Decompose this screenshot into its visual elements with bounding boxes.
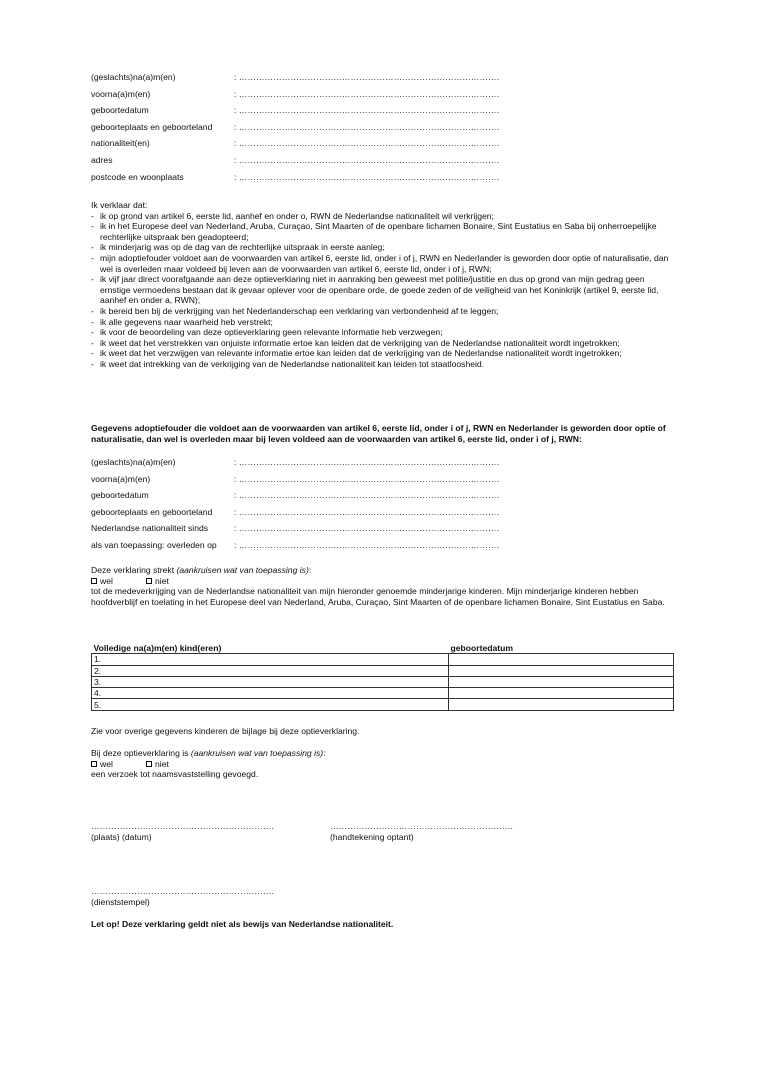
field-input-line[interactable]: : ………………………………………………………………………………. [234,138,499,149]
field-input-line[interactable]: : ………………………………………………………………………………. [234,88,499,99]
declaration-item-text: ik alle gegevens naar waarheid heb verstrekt; [100,316,273,327]
form-field-row[interactable] [91,454,651,471]
extension-option-yes[interactable]: wel [91,576,146,587]
checkbox-icon[interactable] [91,578,97,584]
declaration-item [91,253,671,274]
field-label: (geslachts)na(a)m(en) [91,72,176,82]
declaration-item-text: ik weet dat het verstrekken van onjuiste informatie ertoe kan leiden dat de verkrijging van de Nederlandse nationaliteit wordt ingetrokken; [100,337,620,348]
table-row [92,676,674,687]
field-label: (geslachts)na(a)m(en) [91,457,176,467]
field-input-line[interactable]: : ………………………………………………………………………………. [234,171,499,182]
personal-data-fields [91,69,651,185]
name-request-section [91,748,671,780]
declaration-item-text: mijn adoptiefouder voldoet aan de voorwaarden van artikel 6, eerste lid, onder i of j, RWN en Nederlander is geworden door optie of naturalisatie, dan wel is overleden maar voldeed bij leven aan de voorwaarden van artikel 6, eerste lid, onder i of j, RWN; [100,252,669,274]
field-label: geboorteplaats en geboorteland [91,121,213,132]
field-input-line[interactable]: : ………………………………………………………………………………. [234,539,499,550]
child-birthdate-cell[interactable] [449,665,674,676]
declaration-item [91,274,671,306]
field-label: als van toepassing: overleden op [91,539,217,550]
table-row [92,688,674,699]
extension-section [91,565,671,607]
optant-signature[interactable] [330,821,513,842]
field-input-line[interactable]: : ………………………………………………………………………………. [234,473,499,484]
form-field-row[interactable] [91,520,651,537]
children-table-header-birthdate: geboortedatum [449,643,674,654]
field-input-line[interactable]: : ………………………………………………………………………………. [234,105,499,116]
declaration-item [91,317,671,328]
optant-signature-line: ………………………………………………………. [330,821,513,831]
extension-option-no[interactable]: niet [146,576,201,587]
form-field-row[interactable] [91,471,651,488]
field-label: geboorteplaats en geboorteland [91,506,213,517]
form-field-row[interactable] [91,537,651,554]
bullet-dash: - [91,242,94,253]
extension-intro: Deze verklaring strekt (aankruisen wat van toepassing is): [91,565,312,575]
field-label: nationaliteit(en) [91,138,150,149]
bullet-dash: - [91,274,94,285]
child-birthdate-cell[interactable] [449,688,674,699]
extension-options [91,576,671,587]
declaration-item-text: ik weet dat intrekking van de verkrijging van de Nederlandse nationaliteit kan leiden tot staatloosheid. [100,358,485,369]
field-label: voorna(a)m(en) [91,88,151,99]
field-input-line[interactable]: : ………………………………………………………………………………. [234,121,499,132]
name-request-text: een verzoek tot naamsvaststelling gevoegd. [91,769,259,780]
service-stamp-label: (dienststempel) [91,896,150,907]
field-input-line[interactable]: : ………………………………………………………………………………. [234,523,499,534]
bullet-dash: - [91,305,94,316]
place-date-line: ………………………………………………………. [91,821,274,831]
form-field-row[interactable] [91,169,651,186]
adoptive-parent-fields [91,454,651,554]
field-input-line[interactable]: : ………………………………………………………………………………. [234,72,499,82]
field-label: voorna(a)m(en) [91,473,151,484]
service-stamp[interactable] [91,886,274,907]
form-field-row[interactable] [91,487,651,504]
appendix-note: Zie voor overige gegevens kinderen de bijlage bij deze optieverklaring. [91,726,360,736]
optant-signature-label: (handtekening optant) [330,831,414,842]
form-field-row[interactable] [91,152,651,169]
checkbox-icon[interactable] [146,761,152,767]
place-date-signature[interactable] [91,821,274,842]
declaration-list [91,211,671,370]
field-input-line[interactable]: : ………………………………………………………………………………. [234,457,499,467]
declaration-item [91,359,671,370]
table-row [92,654,674,665]
declaration-item-text: ik op grond van artikel 6, eerste lid, aanhef en onder o, RWN de Nederlandse nationaliteit wil verkrijgen; [100,210,494,221]
field-input-line[interactable]: : ………………………………………………………………………………. [234,506,499,517]
adoptive-parent-section [91,423,671,444]
table-row [92,665,674,676]
declaration-item-text: ik vijf jaar direct voorafgaande aan deze optieverklaring niet in aanraking ben geweest met politie/justitie en dus op grond van mijn gedrag geen ernstige vermoedens bestaan dat ik gevaar oplever voor de openbare orde, de goede zeden of de veiligheid van het Koninkrijk (artikel 9, eerste lid, aanhef en onder a, RWN); [100,274,659,306]
place-date-label: (plaats) (datum) [91,831,152,842]
form-field-row[interactable] [91,504,651,521]
declaration-item-text: ik in het Europese deel van Nederland, Aruba, Curaçao, Sint Maarten of de openbare lichamen Bonaire, Sint Eustatius en Saba bij onherroepelijke rechterlijke uitspraak ben geadopteerd; [100,221,657,242]
bullet-dash: - [91,337,94,348]
child-name-cell[interactable]: 3. [92,676,449,687]
field-label: geboortedatum [91,490,149,501]
field-label: postcode en woonplaats [91,171,184,182]
name-request-option-yes[interactable]: wel [91,759,146,770]
form-field-row[interactable] [91,135,651,152]
declaration-item [91,211,671,222]
declaration-item-text: ik voor de beoordeling van deze optieverklaring geen relevante informatie heb verzwegen; [100,327,443,338]
name-request-options [91,759,671,770]
child-name-cell[interactable]: 5. [92,699,449,710]
declaration-item [91,327,671,338]
checkbox-icon[interactable] [91,761,97,767]
name-request-intro: Bij deze optieverklaring is (aankruisen wat van toepassing is): [91,748,326,758]
children-table [91,643,674,711]
declaration-item [91,348,671,359]
extension-text: tot de medeverkrijging van de Nederlandse nationaliteit van mijn hieronder genoemde minderjarige kinderen. Mijn minderjarige kinderen hebben hoofdverblijf en toelating in het Europese deel van Nederland, Aruba, Curaçao, Sint Maarten of de openbare lichamen Bonaire, Sint Eustatius en Saba. [91,586,665,607]
service-stamp-line: ………………………………………………………. [91,886,274,896]
adoptive-parent-heading: Gegevens adoptiefouder die voldoet aan de voorwaarden van artikel 6, eerste lid, onder i of j, RWN en Nederlander is geworden door optie of naturalisatie, dan wel is overleden maar bij leven voldeed aan de voorwaarden van artikel 6, eerste lid, onder i of j, RWN: [91,423,666,444]
bullet-dash: - [91,221,94,232]
field-label: geboortedatum [91,105,149,116]
children-table-header-name: Volledige na(a)m(en) kind(eren) [92,643,449,654]
bullet-dash: - [91,210,94,221]
declaration-section [91,200,671,370]
bullet-dash: - [91,348,94,359]
child-birthdate-cell[interactable] [449,699,674,710]
child-birthdate-cell[interactable] [449,654,674,665]
table-row [92,699,674,710]
child-name-cell[interactable]: 2. [92,665,449,676]
declaration-item [91,338,671,349]
child-birthdate-cell[interactable] [449,676,674,687]
bullet-dash: - [91,358,94,369]
form-field-row[interactable] [91,69,651,86]
declaration-item-text: ik bereid ben bij de verkrijging van het Nederlanderschap een verklaring van verbondenheid af te leggen; [100,305,499,316]
checkbox-icon[interactable] [146,578,152,584]
field-input-line[interactable]: : ………………………………………………………………………………. [234,490,499,501]
bullet-dash: - [91,327,94,338]
declaration-intro: Ik verklaar dat: [91,200,148,210]
declaration-item [91,306,671,317]
declaration-item [91,242,671,253]
bullet-dash: - [91,252,94,263]
declaration-item-text: ik weet dat het verzwijgen van relevante informatie ertoe kan leiden dat de verkrijging van de Nederlandse nationaliteit wordt ingetrokken; [100,348,622,359]
declaration-item-text: ik minderjarig was op de dag van de rechterlijke uitspraak in eerste aanleg; [100,242,385,253]
child-name-cell[interactable]: 1. [92,654,449,665]
declaration-item [91,221,671,242]
form-field-row[interactable] [91,119,651,136]
field-label: Nederlandse nationaliteit sinds [91,523,209,534]
footer-warning: Let op! Deze verklaring geldt niet als bewijs van Nederlandse nationaliteit. [91,919,394,929]
field-input-line[interactable]: : ………………………………………………………………………………. [234,154,499,165]
bullet-dash: - [91,316,94,327]
field-label: adres [91,154,113,165]
form-field-row[interactable] [91,86,651,103]
form-field-row[interactable] [91,102,651,119]
child-name-cell[interactable]: 4. [92,688,449,699]
name-request-option-no[interactable]: niet [146,759,201,770]
